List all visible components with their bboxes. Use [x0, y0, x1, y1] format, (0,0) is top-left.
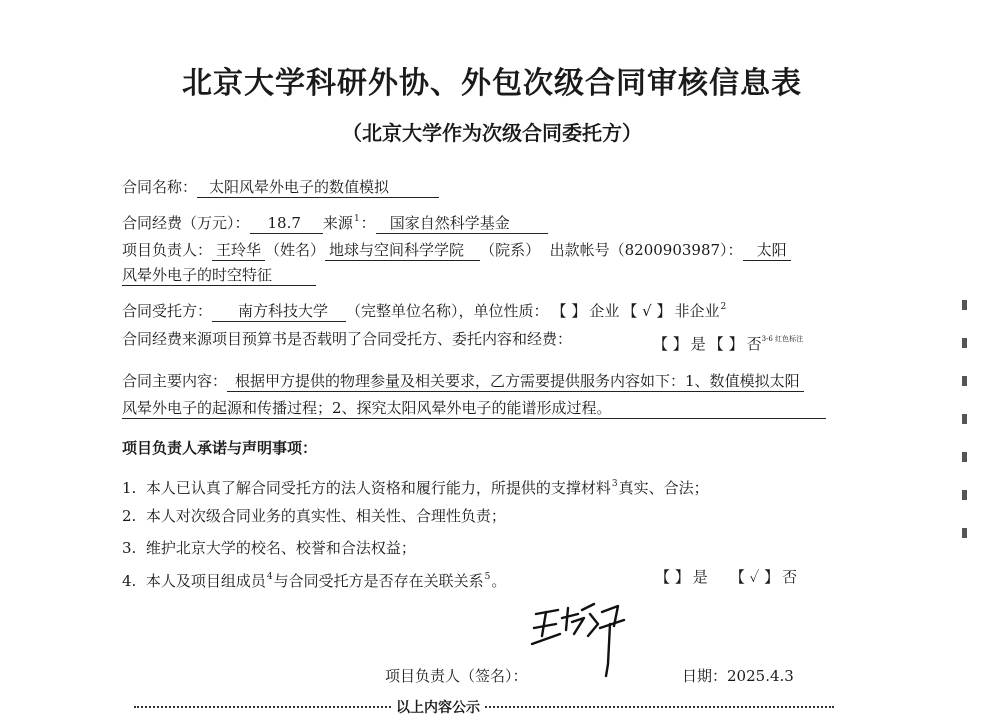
- account-label: 出款帐号（8200903987）：: [549, 241, 743, 259]
- public-label: 以上内容公示: [392, 697, 484, 717]
- funding-source-value: 国家自然科学基金: [376, 214, 548, 234]
- content-line-1: 根据甲方提供的物理参量及相关要求，乙方需要提供服务内容如下：1、数值模拟太阳: [227, 372, 804, 392]
- handwritten-signature: [528, 600, 638, 680]
- related-yes-checkbox[interactable]: 【 】: [655, 568, 690, 586]
- footnote-4: 4: [266, 572, 273, 582]
- funding-amount: 18.7: [250, 214, 323, 234]
- account-value-2: 风晕外电子的时空特征: [122, 266, 316, 286]
- contract-name-label: 合同名称：: [122, 178, 198, 196]
- pi-label: 项目负责人：: [122, 241, 213, 259]
- content-row-1: [122, 370, 804, 392]
- funding-source-label: 来源: [322, 214, 353, 232]
- signature-label: 项目负责人（签名）：: [385, 667, 528, 685]
- scan-edge-marks: [962, 300, 968, 566]
- pi-name: 王玲华: [212, 241, 265, 261]
- commitments-heading: 项目负责人承诺与声明事项：: [122, 439, 318, 457]
- non-enterprise-checkbox[interactable]: 【 √ 】: [622, 302, 672, 320]
- content-line-2: 风晕外电子的起源和传播过程；2、探究太阳风晕外电子的能谱形成过程。: [122, 399, 826, 419]
- funding-label: 合同经费（万元）：: [122, 214, 250, 232]
- footnote-3: 3: [611, 479, 618, 489]
- recipient-label: 合同受托方：: [122, 302, 213, 320]
- commitment-item-3: 3. 维护北京大学的校名、校誉和合法权益；: [122, 539, 416, 557]
- public-divider: [134, 706, 834, 708]
- commitment-item-2: 2. 本人对次级合同业务的真实性、相关性、合理性负责；: [122, 507, 506, 525]
- pi-row-cont: [122, 264, 316, 286]
- commitment-item-1: 1. 本人已认真了解合同受托方的法人资格和履行能力，所提供的支撑材料$^3$真实、合法；: [122, 479, 709, 497]
- budget-yes-checkbox[interactable]: 【 】: [653, 335, 688, 353]
- footnote-2: 2: [720, 302, 727, 312]
- funding-row: 合同经费（万元）： 18.7 来源$^1$： 国家自然科学基金: [122, 208, 548, 234]
- commitment-item-4: 4. 本人及项目组成员$^4$与合同受托方是否存在关联关系$^5$。: [122, 572, 507, 590]
- enterprise-checkbox[interactable]: 【 】: [551, 302, 587, 320]
- account-value-1: 太阳: [743, 241, 791, 261]
- form-subtitle: （北京大学作为次级合同委托方）: [342, 121, 642, 145]
- content-row-2: [122, 397, 826, 419]
- footnote-5: 5: [484, 572, 491, 582]
- footnote-1: 1: [353, 214, 360, 224]
- pi-row: 项目负责人： 王玲华 （姓名） 地球与空间科学学院 （院系） 出款帐号（8200903987）： 太阳: [122, 239, 791, 261]
- date-label: 日期：: [682, 667, 728, 685]
- contract-name-value: 太阳风晕外电子的数值模拟: [197, 178, 439, 198]
- related-party-options: 【 】 是 【 ✓ 】 否: [655, 568, 798, 586]
- recipient-row: 合同受托方： 南方科技大学 （完整单位名称），单位性质： 【 】 企业 【 √ 】 非企业$^2$: [122, 302, 727, 320]
- color-note: 3-6 红色标注: [761, 335, 804, 343]
- related-no-checkbox[interactable]: 【 ✓ 】: [729, 568, 780, 586]
- pi-dept: 地球与空间科学学院: [325, 241, 480, 261]
- recipient-value: 南方科技大学: [212, 302, 346, 322]
- budget-no-checkbox[interactable]: 【 】: [708, 335, 744, 353]
- contract-name-row: [122, 176, 439, 198]
- date-value: 2025.4.3: [727, 667, 794, 685]
- budget-question: 合同经费来源项目预算书是否载明了合同受托方、委托内容和经费：: [122, 330, 573, 348]
- content-label: 合同主要内容：: [122, 372, 228, 390]
- date-row: [682, 665, 794, 687]
- budget-options: 【 】 是 【 】 否$^{3-6 红色标注}$: [653, 335, 804, 353]
- form-title: 北京大学科研外协、外包次级合同审核信息表: [182, 66, 802, 101]
- budget-question-row: [122, 328, 572, 350]
